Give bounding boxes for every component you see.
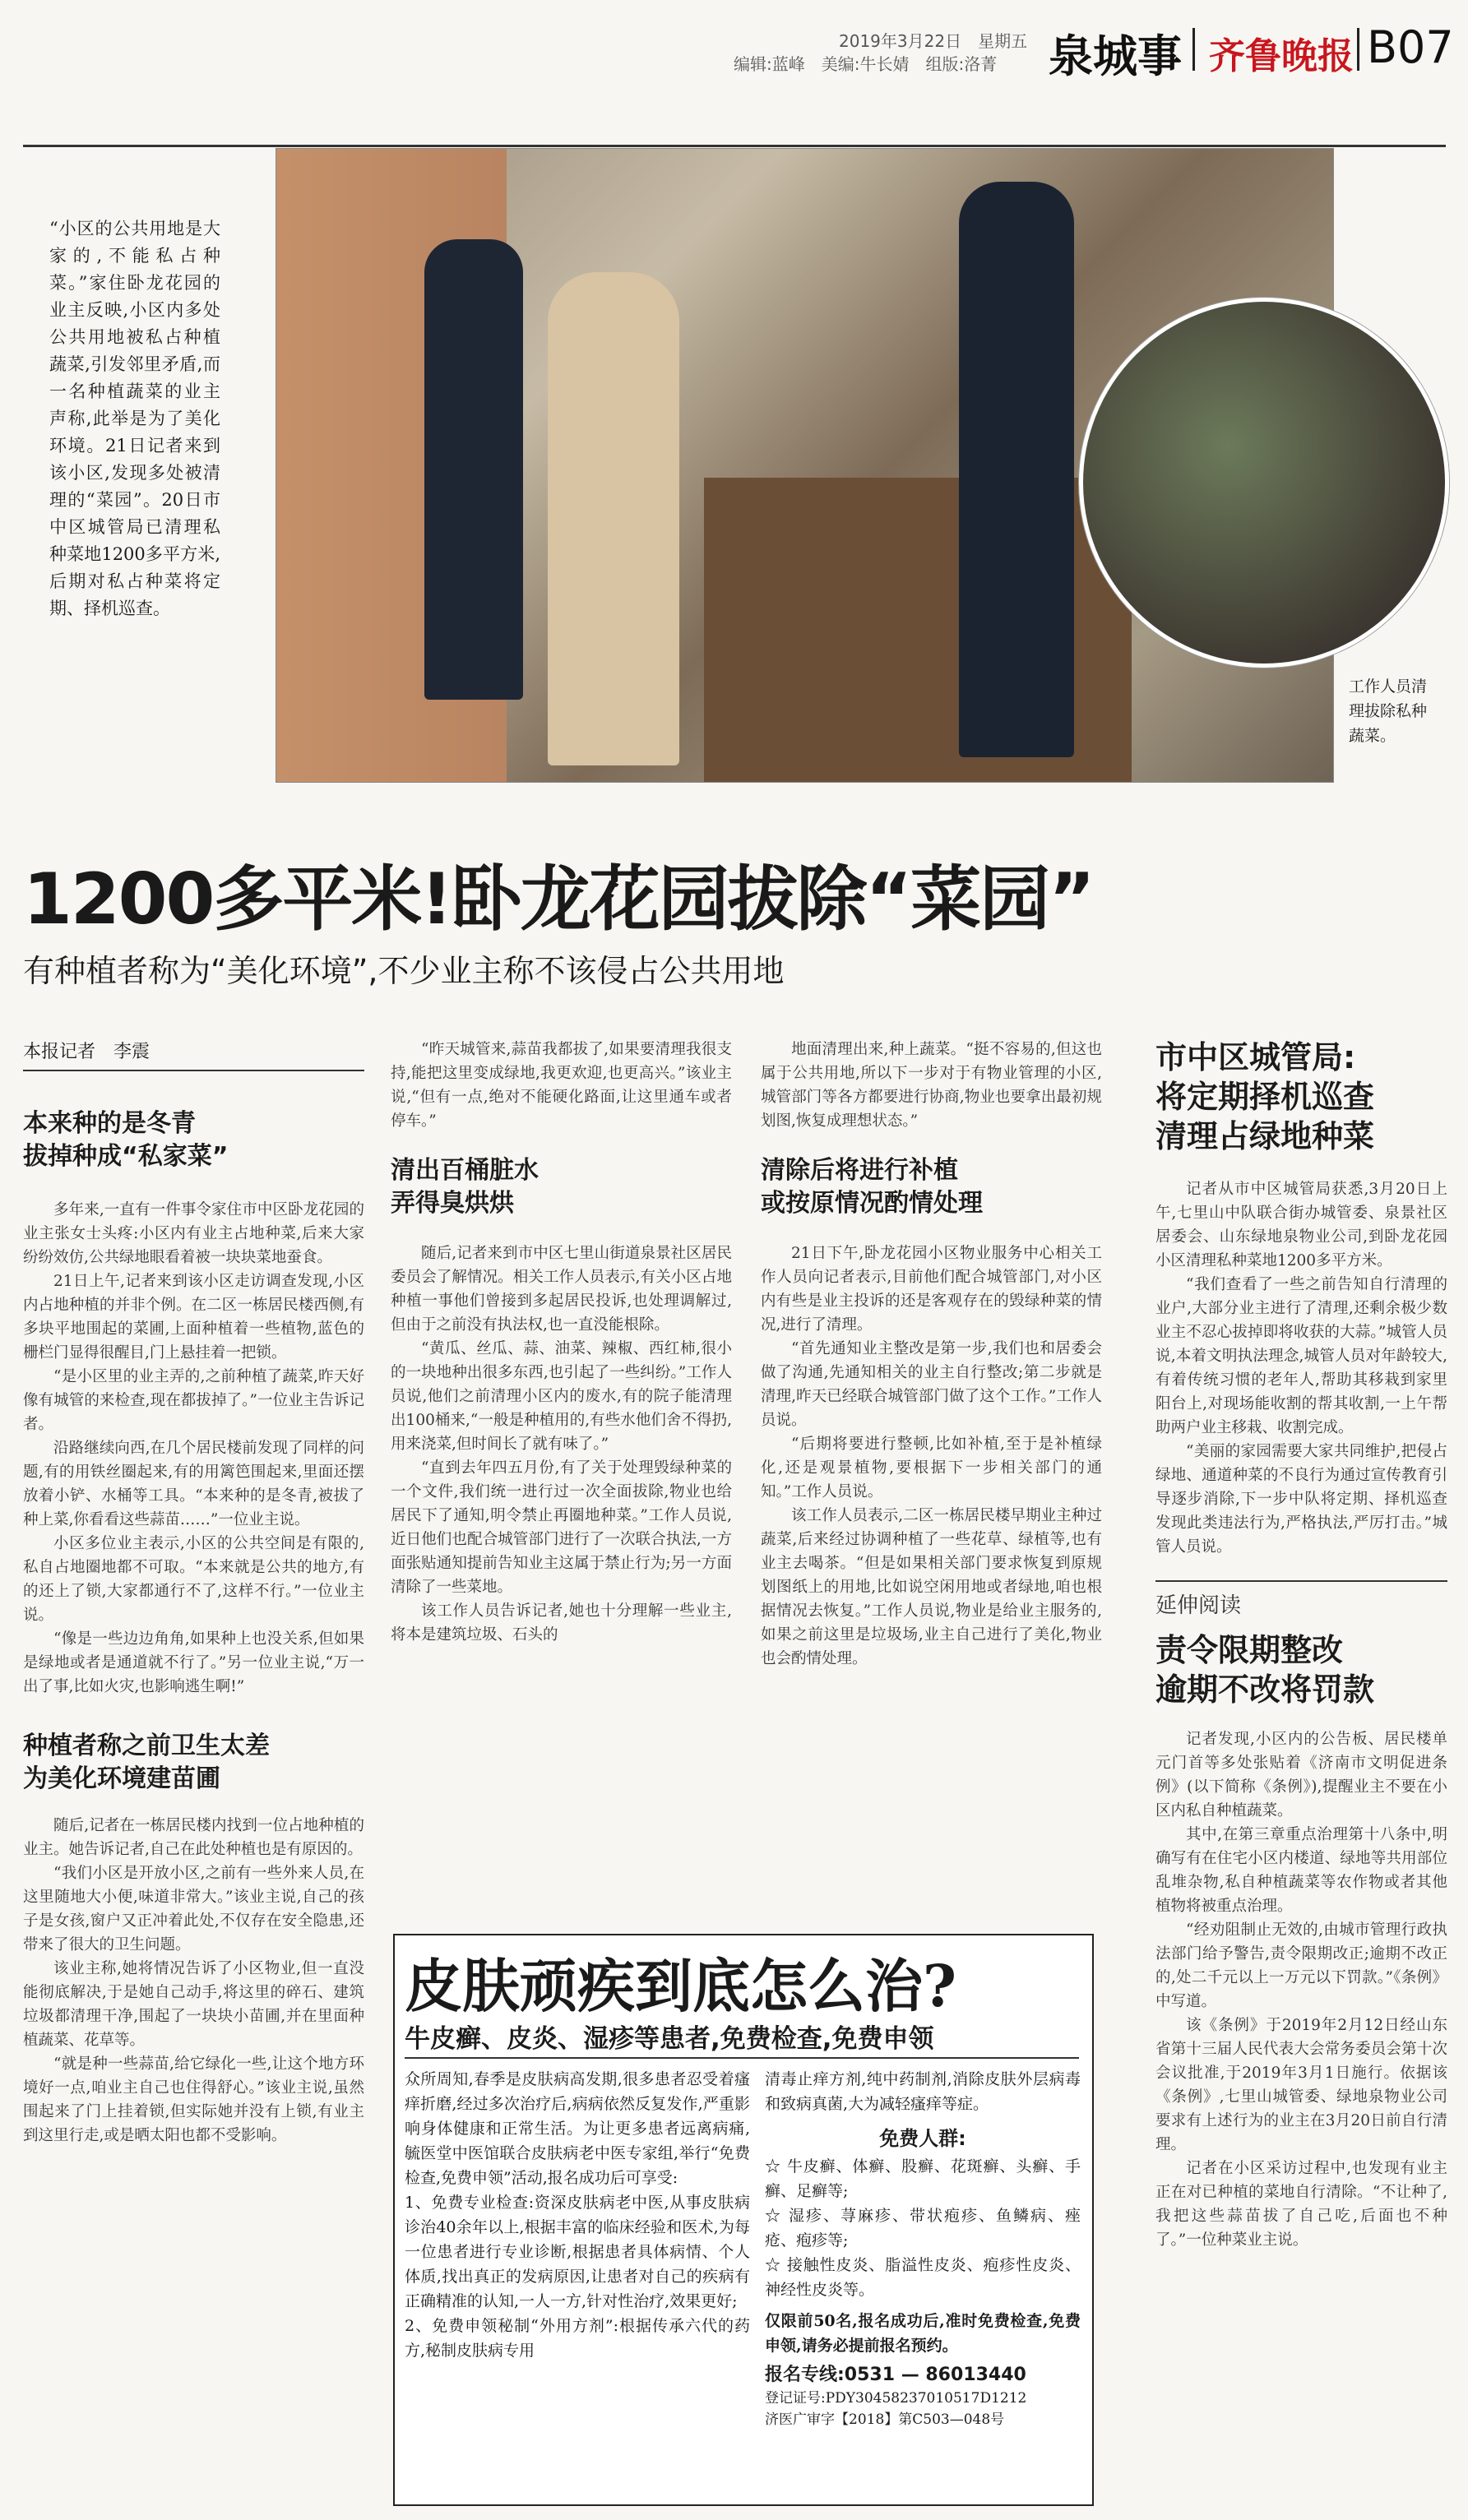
paragraph: ☆ 接触性皮炎、脂溢性皮炎、疱疹性皮炎、神经性皮炎等。 <box>765 2256 1081 2299</box>
paragraph: 小区多位业主表示,小区的公共空间是有限的,私自占地圈地都不可取。“本来就是公共的地方,有的还上了锁,大家都通行不了,这样不行。”一位业主说。 <box>23 1535 364 1624</box>
paragraph: 该业主称,她将情况告诉了小区物业,但一直没能彻底解决,于是她自己动手,将这里的碎石、建筑垃圾都清理干净,围起了一块块小苗圃,并在里面种植蔬菜、花草等。 <box>23 1960 364 2049</box>
article-body <box>23 1198 364 1699</box>
lede-text: “小区的公共用地是大家的,不能私占种菜。”家住卧龙花园的业主反映,小区内多处公共用地被私占种植蔬菜,引发邻里矛盾,而一名种植蔬菜的业主声称,此举是为了美化环境。21日记者来到该小区,发现多处被清理的“菜园”。20日市中区城管局已清理私种菜地1200多平方米,后期对私占种菜将定期、择机巡查。 <box>49 219 220 618</box>
paragraph: “我们小区是开放小区,之前有一些外来人员,在这里随地大小便,味道非常大。”该业主说,自己的孩子是女孩,窗户又正冲着此处,不仅存在安全隐患,还带来了很大的卫生问题。 <box>23 1865 364 1954</box>
article-body <box>23 1814 364 2148</box>
article-body <box>1155 1727 1447 2252</box>
editors-line: 编辑:蓝峰 美编:牛长婧 组版:洛菁 <box>734 54 998 74</box>
resident-figure <box>548 272 679 765</box>
newspaper-logo: 齐鲁晚报 <box>1209 35 1354 77</box>
tag-label: 延伸阅读 <box>1155 1593 1242 1618</box>
paragraph: “美丽的家园需要大家共同维护,把侵占绿地、通道种菜的不良行为通过宣传教育引导逐步消除,下一步中队将定期、择机巡查发现此类违法行为,严格执法,严厉打击。”城管人员说。 <box>1155 1443 1447 1556</box>
ad-approval: 济医广审字【2018】第C503—048号 <box>765 2411 1005 2428</box>
paragraph: “昨天城管来,蒜苗我都拔了,如果要清理我很支持,能把这里变成绿地,我更欢迎,也更高兴。”该业主说,“但有一点,绝对不能硬化路面,让这里通车或者停车。” <box>391 1041 732 1130</box>
column-3 <box>761 1038 1102 1671</box>
header-divider <box>1192 28 1195 71</box>
paragraph: 记者从市中区城管局获悉,3月20日上午,七里山中队联合街办城管委、泉景社区居委会、山东绿地泉物业公司,到卧龙花园小区清理私种菜地1200多平方米。 <box>1155 1181 1447 1269</box>
article-body <box>391 1242 732 1647</box>
paragraph: 该《条例》于2019年2月12日经山东省第十三届人民代表大会常务委员会第十次会议批准,于2019年3月1日施行。依据该《条例》,七里山城管委、绿地泉物业公司要求有上述行为的业主在3月20日前自行清理。 <box>1155 2017 1447 2153</box>
subtitle: 种植者称之前卫生太差 为美化环境建苗圃 <box>23 1732 270 1793</box>
paragraph: 该工作人员表示,二区一栋居民楼早期业主种过蔬菜,后来经过协调种植了一些花草、绿植等,也有业主去喝茶。“但是如果相关部门要求恢复到原规划图纸上的用地,比如说空闲用地或者绿地,咱也根据情况去恢复。”工作人员说,物业是给业主服务的,如果之前这里是垃圾场,业主自己进行了美化,物业也会酌情处理。 <box>761 1507 1102 1667</box>
headline: 1200多平米!卧龙花园拔除“菜园” <box>23 858 1094 941</box>
sidebar-title: 责令限期整改 逾期不改将罚款 <box>1155 1632 1375 1708</box>
ad-body-left <box>405 2067 750 2363</box>
subheadline: 有种植者称为“美化环境”,不少业主称不该侵占公共用地 <box>23 953 785 989</box>
ad-title: 皮肤顽疾到底怎么治? <box>405 1952 957 2020</box>
paragraph: “像是一些边边角角,如果种上也没关系,但如果是绿地或者是通道就不行了。”另一位业主说,“万一出了事,比如火灾,也影响逃生啊!” <box>23 1630 364 1695</box>
paragraph: “黄瓜、丝瓜、蒜、油菜、辣椒、西红柿,很小的一块地种出很多东西,也引起了一些纠纷。”工作人员说,他们之前清理小区内的废水,有的院子能清理出100桶来,“一般是种植用的,有些水他们舍不得扔,用来浇菜,但时间长了就有味了。” <box>391 1340 732 1453</box>
paragraph: 21日下午,卧龙花园小区物业服务中心相关工作人员向记者表示,目前他们配合城管部门,对小区内有些是业主投诉的还是客观存在的毁绿种菜的情况,进行了清理。 <box>761 1245 1102 1334</box>
column-4 <box>1155 1038 1447 2252</box>
ad-notice: 仅限前50名,报名成功后,准时免费检查,免费申领,请务必提前报名预约。 <box>765 2312 1081 2355</box>
paragraph: 随后,记者在一栋居民楼内找到一位占地种植的业主。她告诉记者,自己在此处种植也是有原因的。 <box>23 1817 364 1858</box>
paragraph: 其中,在第三章重点治理第十八条中,明确写有在住宅小区内楼道、绿地等共用部位乱堆杂物,私自种植蔬菜等农作物或者其他植物将被重点治理。 <box>1155 1826 1447 1915</box>
ad-hotline: 报名专线:0531 — 86013440 <box>765 2365 1026 2385</box>
paragraph: 多年来,一直有一件事令家住市中区卧龙花园的业主张女士头疼:小区内有业主占地种菜,后来大家纷纷效仿,公共绿地眼看着被一块块菜地蚕食。 <box>23 1201 364 1266</box>
eligible-list <box>765 2154 1081 2302</box>
extended-reading-tag <box>1155 1580 1447 1619</box>
section-title: 泉城事 <box>1049 30 1182 82</box>
paragraph: “就是种一些蒜苗,给它绿化一些,让这个地方环境好一点,咱业主自己也住得舒心。”该业主说,虽然围起来了门上挂着锁,但实际她并没有上锁,有业主到这里行走,或是晒太阳也都不受影响。 <box>23 2055 364 2144</box>
inset-caption: 工作人员清理拔除私种蔬菜。 <box>1349 677 1428 745</box>
paragraph: 2、免费申领秘制“外用方剂”:根据传承六代的药方,秘制皮肤病专用 <box>405 2317 750 2360</box>
paragraph: 众所周知,春季是皮肤病高发期,很多患者忍受着瘙痒折磨,经过多次治疗后,病病依然反复发作,严重影响身体健康和正常生活。为让更多患者远离病痛,毓医堂中医馆联合皮肤病老中医专家组,举行“免费检查,免费申领”活动,报名成功后可享受: <box>405 2070 750 2187</box>
subtitle: 本来种的是冬青 拔掉种成“私家菜” <box>23 1109 229 1171</box>
ad-intro: 清毒止痒方剂,纯中药制剂,消除皮肤外层病毒和致病真菌,大为减轻瘙痒等症。 <box>765 2070 1081 2113</box>
paragraph: 21日上午,记者来到该小区走访调查发现,小区内占地种植的并非个例。在二区一栋居民楼西侧,有多块平地围起的菜圃,上面种植着一些植物,蓝色的栅栏门显得很醒目,门上悬挂着一把锁。 <box>23 1273 364 1362</box>
ad-rule <box>405 2057 1079 2059</box>
article-body <box>391 1038 732 1133</box>
issue-date: 2019年3月22日 星期五 <box>839 31 1028 51</box>
column-1 <box>23 1038 364 2148</box>
paragraph: “经劝阻制止无效的,由城市管理行政执法部门给予警告,责令限期改正;逾期不改正的,处二千元以上一万元以下罚款。”《条例》中写道。 <box>1155 1921 1447 2010</box>
ad-body-right <box>765 2067 1081 2430</box>
paragraph: “我们查看了一些之前告知自行清理的业户,大部分业主进行了清理,还剩余极少数业主不忍心拔掉即将收获的大蒜。”城管人员说,本着文明执法理念,城管人员对年龄较大,有着传统习惯的老年人,帮助其移栽到家里阳台上,对现场能收割的帮其收割,一上午帮助两户业主移栽、收割完成。 <box>1155 1276 1447 1436</box>
sidebar-title: 市中区城管局: 将定期择机巡查 清理占绿地种菜 <box>1155 1039 1375 1154</box>
article-body <box>761 1242 1102 1671</box>
officer-figure <box>959 182 1074 757</box>
paragraph: “后期将要进行整顿,比如补植,至于是补植绿化,还是观景植物,要根据下一步相关部门的通知。”工作人员说。 <box>761 1436 1102 1500</box>
paragraph: ☆ 湿疹、荨麻疹、带状疱疹、鱼鳞病、痤疮、疱疹等; <box>765 2207 1081 2250</box>
paragraph: 该工作人员告诉记者,她也十分理解一些业主,将本是建筑垃圾、石头的 <box>391 1602 732 1644</box>
ad-registration: 登记证号:PDY30458237010517D1212 <box>765 2390 1027 2407</box>
byline: 本报记者 李震 <box>23 1042 151 1062</box>
paragraph: 地面清理出来,种上蔬菜。“挺不容易的,但这也属于公共用地,所以下一步对于有物业管理的小区,城管部门等各方都要进行协商,物业也要拿出最初规划图,恢复成理想状态。” <box>761 1041 1102 1130</box>
article-body <box>1155 1177 1447 1559</box>
advertisement <box>393 1934 1094 2506</box>
inset-photo <box>1079 298 1449 668</box>
paragraph: 随后,记者来到市中区七里山街道泉景社区居民委员会了解情况。相关工作人员表示,有关小区占地种植一事他们曾接到多起居民投诉,也处理调解过,但由于之前没有执法权,也一直没能根除。 <box>391 1245 732 1334</box>
subtitle: 清出百桶脏水 弄得臭烘烘 <box>391 1156 539 1218</box>
subtitle: 清除后将进行补植 或按原情况酌情处理 <box>761 1156 983 1218</box>
page-number: B07 <box>1367 21 1454 73</box>
byline-rule <box>23 1070 364 1071</box>
eligible-title: 免费人群: <box>879 2127 966 2150</box>
paragraph: “是小区里的业主弄的,之前种植了蔬菜,昨天好像有城管的来检查,现在都拔掉了。”一位业主告诉记者。 <box>23 1368 364 1433</box>
ad-subtitle: 牛皮癣、皮炎、湿疹等患者,免费检查,免费申领 <box>405 2024 934 2054</box>
paragraph: “直到去年四五月份,有了关于处理毁绿种菜的一个文件,我们统一进行过一次全面拔除,物业也给居民下了通知,明令禁止再圈地种菜。”工作人员说,近日他们也配合城管部门进行了一次联合执法,一方面张贴通知提前告知业主这属于禁止行为;另一方面清除了一些菜地。 <box>391 1459 732 1596</box>
paragraph: 1、免费专业检查:资深皮肤病老中医,从事皮肤病诊治40余年以上,根据丰富的临床经验和医术,为每一位患者进行专业诊断,根据患者具体病情、个人体质,找出真正的发病原因,让患者对自己的疾病有正确精准的认知,一人一方,针对性治疗,效果更好; <box>405 2194 750 2310</box>
paragraph: ☆ 牛皮癣、体癣、股癣、花斑癣、头癣、手癣、足癣等; <box>765 2157 1081 2200</box>
paragraph: “首先通知业主整改是第一步,我们也和居委会做了沟通,先通知相关的业主自行整改;第二步就是清理,昨天已经联合城管部门做了这个工作。”工作人员说。 <box>761 1340 1102 1429</box>
header-divider <box>1357 28 1359 71</box>
paragraph: 记者在小区采访过程中,也发现有业主正在对已种植的菜地自行清除。“不让种了,我把这些蒜苗拔了自己吃,后面也不种了。”一位种菜业主说。 <box>1155 2160 1447 2249</box>
officer-figure <box>424 239 523 700</box>
column-2 <box>391 1038 732 1647</box>
paragraph: 记者发现,小区内的公告板、居民楼单元门首等多处张贴着《济南市文明促进条例》(以下简称《条例》),提醒业主不要在小区内私自种植蔬菜。 <box>1155 1731 1447 1819</box>
paragraph: 沿路继续向西,在几个居民楼前发现了同样的问题,有的用铁丝圈起来,有的用篱笆围起来,里面还摆放着小铲、水桶等工具。“本来种的是冬青,被拔了种上菜,你看看这些蒜苗……”一位业主说。 <box>23 1440 364 1528</box>
article-body <box>761 1038 1102 1133</box>
header-rule <box>23 145 1446 147</box>
